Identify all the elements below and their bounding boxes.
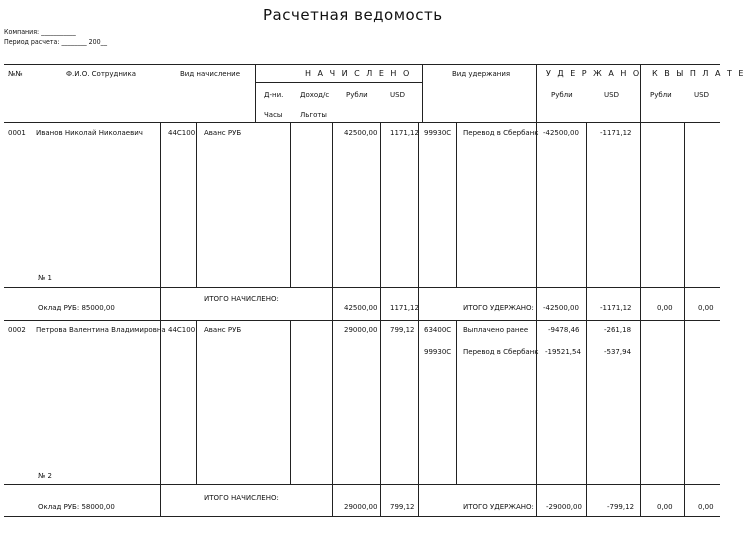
total-deducted-rub: -29000,00: [546, 503, 582, 511]
payout-group-header: К В Ы П Л А Т Е: [652, 69, 745, 78]
grid-v: [536, 320, 537, 484]
grid-v: [160, 122, 161, 287]
grid-v: [640, 122, 641, 287]
grid-v: [536, 122, 537, 287]
grid-line-sub1: [255, 82, 422, 83]
total-deducted-label: ИТОГО УДЕРЖАНО:: [463, 304, 534, 312]
grid-line-header-bottom: [4, 122, 720, 123]
employee-id: 0001: [8, 129, 26, 137]
grid-v: [456, 122, 457, 287]
grid-line-row2-start: [4, 320, 720, 321]
period-label: Период расчета:: [4, 38, 60, 46]
deducted-usd: -537,94: [604, 348, 632, 356]
grid-v: [684, 320, 685, 484]
deduction-type: Перевод в Сбербанк: [463, 129, 539, 137]
col-ded-rub-header: Рубли: [551, 91, 573, 99]
accrued-usd: 1171,12: [390, 129, 419, 137]
col-income-header: Доход/с: [300, 91, 330, 99]
col-pay-usd-header: USD: [694, 91, 709, 99]
grid-v: [160, 320, 161, 484]
company-value: ___________: [41, 28, 76, 36]
total-accrued-usd: 799,12: [390, 503, 415, 511]
total-deducted-usd: -799,12: [607, 503, 635, 511]
deducted-usd: -1171,12: [600, 129, 632, 137]
grid-v: [536, 287, 537, 320]
company-line: [4, 28, 76, 36]
grid-v: [332, 320, 333, 484]
grid-v: [684, 122, 685, 287]
accrued-rub: 29000,00: [344, 326, 378, 334]
col-pay-rub-header: Рубли: [650, 91, 672, 99]
grid-v: [640, 320, 641, 484]
col-fio-header: Ф.И.О. Сотрудника: [66, 70, 136, 78]
grid-line-top: [4, 64, 720, 65]
col-deduction-type-header: Вид удержания: [452, 70, 511, 78]
col-rub-header: Рубли: [346, 91, 368, 99]
grid-v: [536, 484, 537, 516]
grid-v: [290, 122, 291, 287]
grid-v: [196, 122, 197, 287]
grid-v: [290, 320, 291, 484]
payout-usd: 0,00: [698, 304, 714, 312]
col-num-header: №№: [8, 70, 23, 78]
deduction-code: 99930С: [424, 129, 452, 137]
salary: Оклад РУБ: 58000,00: [38, 503, 115, 511]
payout-rub: 0,00: [657, 304, 673, 312]
total-accrued-label: ИТОГО НАЧИСЛЕНО:: [204, 494, 279, 502]
col-usd-header: USD: [390, 91, 405, 99]
department: № 2: [38, 472, 52, 480]
total-deducted-label: ИТОГО УДЕРЖАНО:: [463, 503, 534, 511]
page-title: Расчетная ведомость: [263, 6, 443, 24]
col-hours-header: Часы: [264, 111, 283, 119]
deduction-code: 99930С: [424, 348, 452, 356]
deducted-group-header: У Д Е Р Ж А Н О: [546, 69, 642, 78]
col-days-header: Д-ни.: [264, 91, 284, 99]
deducted-rub: -19521,54: [545, 348, 581, 356]
employee-name: Иванов Николай Николаевич: [36, 129, 143, 137]
grid-v: [422, 64, 423, 122]
deducted-usd: -261,18: [604, 326, 632, 334]
grid-v: [380, 484, 381, 516]
grid-v: [586, 122, 587, 287]
grid-line-row2-total: [4, 484, 720, 485]
deduction-code: 63400С: [424, 326, 452, 334]
employee-name: Петрова Валентина Владимировна: [36, 326, 166, 334]
total-accrued-usd: 1171,12: [390, 304, 419, 312]
total-accrued-rub: 42500,00: [344, 304, 378, 312]
deducted-rub: -9478,46: [548, 326, 580, 334]
accrued-rub: 42500,00: [344, 129, 378, 137]
payout-usd: 0,00: [698, 503, 714, 511]
salary: Оклад РУБ: 85000,00: [38, 304, 115, 312]
deduction-type: Перевод в Сбербанк: [463, 348, 539, 356]
grid-v: [160, 287, 161, 320]
grid-v: [586, 320, 587, 484]
grid-v: [418, 320, 419, 484]
grid-line-bottom: [4, 516, 720, 517]
company-label: Компания:: [4, 28, 40, 36]
deducted-rub: -42500,00: [543, 129, 579, 137]
grid-v: [196, 320, 197, 484]
grid-v: [380, 122, 381, 287]
total-deducted-usd: -1171,12: [600, 304, 632, 312]
col-ded-usd-header: USD: [604, 91, 619, 99]
grid-v: [586, 287, 587, 320]
grid-v: [380, 287, 381, 320]
employee-id: 0002: [8, 326, 26, 334]
grid-v: [418, 122, 419, 287]
total-accrued-rub: 29000,00: [344, 503, 378, 511]
grid-v: [640, 484, 641, 516]
accrued-group-header: Н А Ч И С Л Е Н О: [305, 69, 412, 78]
grid-v: [160, 484, 161, 516]
grid-v: [536, 64, 537, 122]
department: № 1: [38, 274, 52, 282]
grid-v: [332, 287, 333, 320]
accrual-code: 44С100: [168, 326, 196, 334]
payout-rub: 0,00: [657, 503, 673, 511]
grid-v: [332, 484, 333, 516]
total-deducted-rub: -42500,00: [543, 304, 579, 312]
grid-v: [332, 122, 333, 287]
grid-line-row1-total: [4, 287, 720, 288]
grid-v: [684, 484, 685, 516]
deduction-type: Выплачено ранее: [463, 326, 529, 334]
col-benefits-header: Льготы: [300, 111, 327, 119]
grid-v: [380, 320, 381, 484]
accrual-type: Аванс РУБ: [204, 326, 242, 334]
period-value: ________ 200__: [61, 38, 107, 46]
period-line: [4, 38, 107, 46]
grid-v: [418, 484, 419, 516]
grid-v: [684, 287, 685, 320]
col-accrual-type-header: Вид начисление: [180, 70, 241, 78]
accrual-code: 44С100: [168, 129, 196, 137]
grid-v: [456, 320, 457, 484]
grid-v: [640, 287, 641, 320]
accrual-type: Аванс РУБ: [204, 129, 242, 137]
grid-v: [255, 64, 256, 122]
total-accrued-label: ИТОГО НАЧИСЛЕНО:: [204, 295, 279, 303]
grid-v: [586, 484, 587, 516]
accrued-usd: 799,12: [390, 326, 415, 334]
